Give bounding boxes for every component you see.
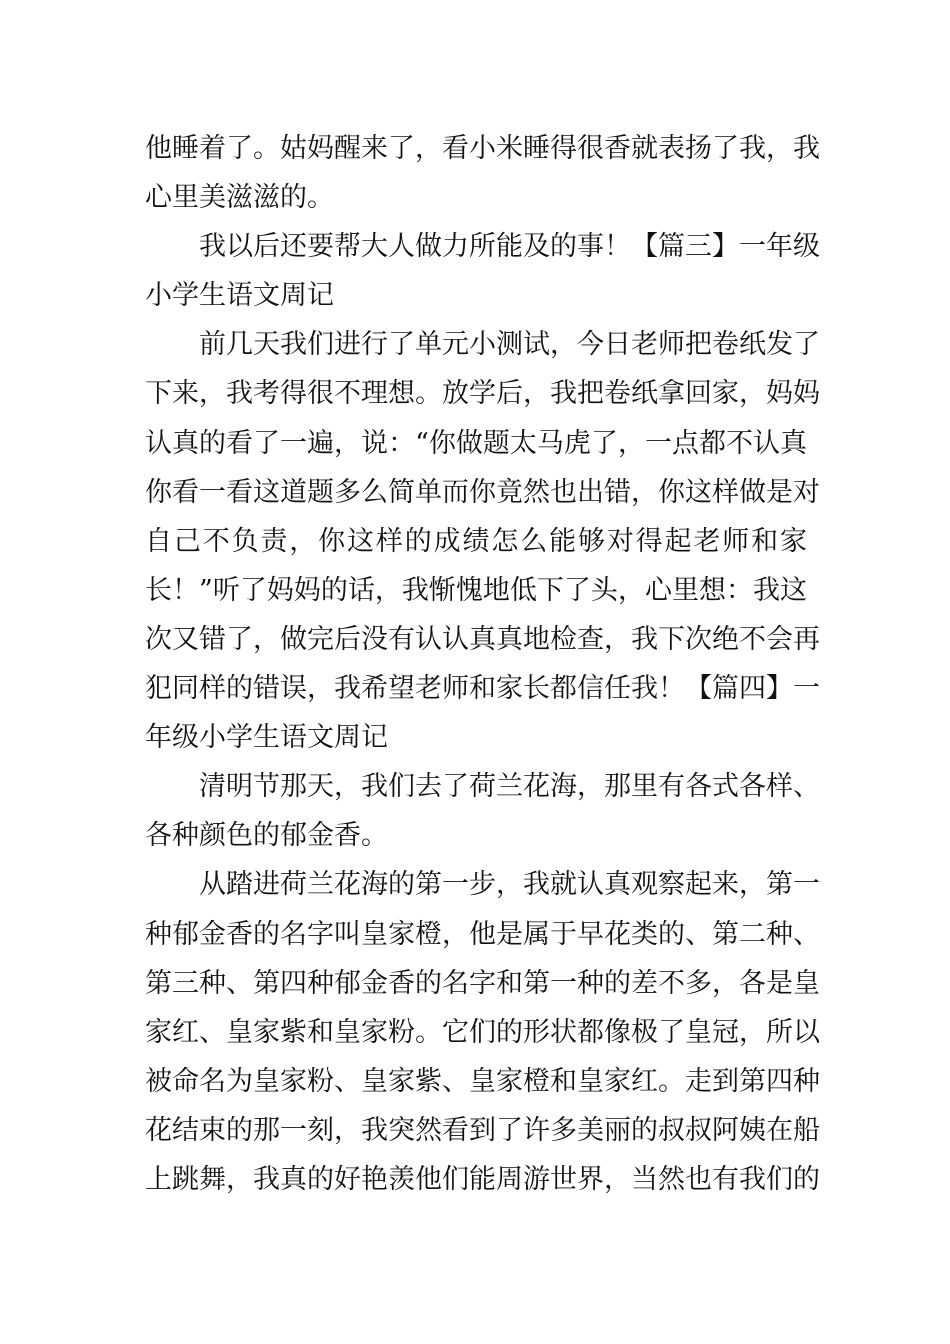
body-text bbox=[145, 124, 820, 1204]
text-line: 被命名为皇家粉、皇家紫、皇家橙和皇家红。走到第四种 bbox=[145, 1065, 820, 1097]
text-line: 各种颜色的郁金香。 bbox=[145, 820, 388, 852]
text-line: 认真的看了一遍，说：“你做题太马虎了，一点都不认真 bbox=[145, 427, 807, 459]
text-line: 心里美滋滋的。 bbox=[145, 182, 334, 214]
text-line: 下来，我考得很不理想。放学后，我把卷纸拿回家，妈妈 bbox=[145, 378, 820, 410]
text-line: 长！”听了妈妈的话，我惭愧地低下了头，心里想：我这 bbox=[145, 574, 807, 606]
text-line: 上跳舞，我真的好艳羡他们能周游世界，当然也有我们的 bbox=[145, 1163, 820, 1195]
text-line: 小学生语文周记 bbox=[145, 280, 334, 312]
text-line: 种郁金香的名字叫皇家橙，他是属于早花类的、第二种、 bbox=[145, 918, 820, 950]
text-line: 第三种、第四种郁金香的名字和第一种的差不多，各是皇 bbox=[145, 967, 820, 999]
text-line: 花结束的那一刻，我突然看到了许多美丽的叔叔阿姨在船 bbox=[145, 1114, 820, 1146]
text-line: 前几天我们进行了单元小测试，今日老师把卷纸发了 bbox=[199, 329, 820, 361]
text-line: 我以后还要帮大人做力所能及的事！【篇三】一年级 bbox=[199, 231, 820, 263]
text-line: 次又错了，做完后没有认认真真地检查，我下次绝不会再 bbox=[145, 623, 820, 655]
text-line: 自己不负责，你这样的成绩怎么能够对得起老师和家 bbox=[145, 525, 807, 557]
text-line: 你看一看这道题多么简单而你竟然也出错，你这样做是对 bbox=[145, 476, 820, 508]
text-line: 家红、皇家紫和皇家粉。它们的形状都像极了皇冠，所以 bbox=[145, 1016, 820, 1048]
text-line: 他睡着了。姑妈醒来了，看小米睡得很香就表扬了我，我 bbox=[145, 133, 820, 164]
text-line: 犯同样的错误，我希望老师和家长都信任我！【篇四】一 bbox=[145, 673, 820, 705]
text-line: 年级小学生语文周记 bbox=[145, 722, 388, 754]
text-line: 清明节那天，我们去了荷兰花海，那里有各式各样、 bbox=[199, 771, 820, 803]
text-line: 从踏进荷兰花海的第一步，我就认真观察起来，第一 bbox=[199, 869, 820, 901]
